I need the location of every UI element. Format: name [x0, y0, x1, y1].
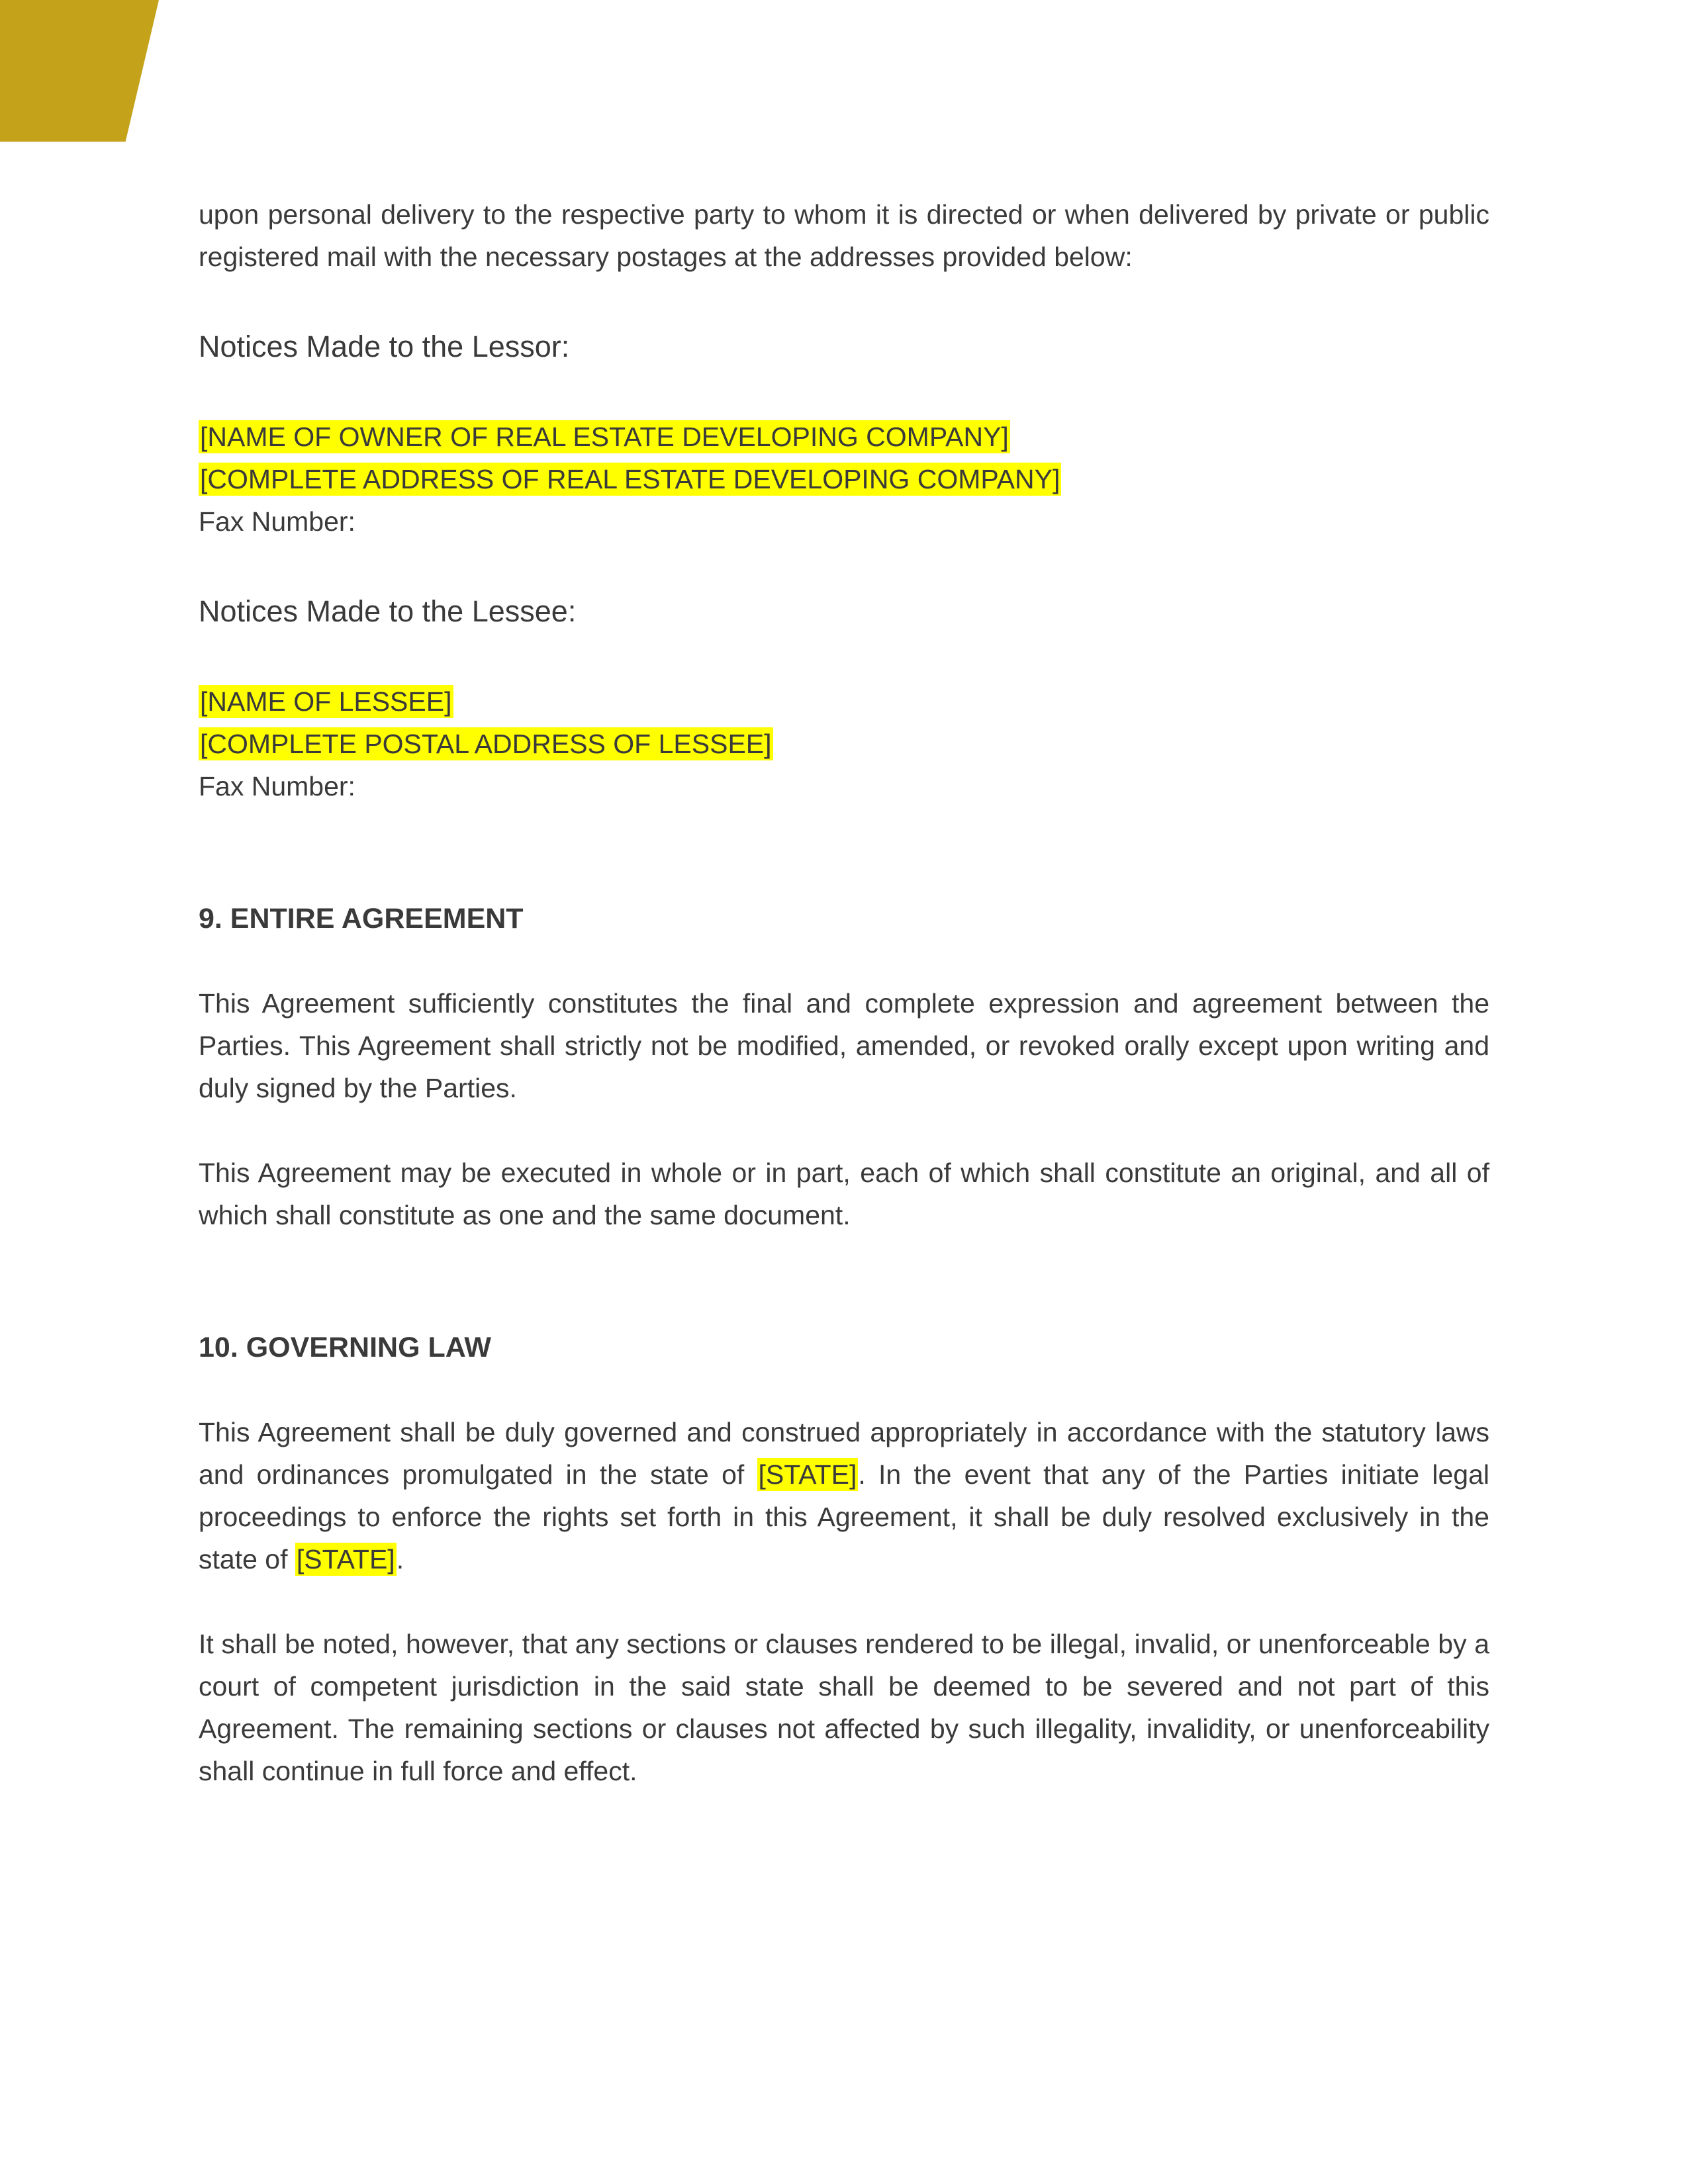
- intro-paragraph: upon personal delivery to the respective party to whom it is directed or when delivered by private or public registered mail with the necessary postages at the addresses provided below:: [199, 199, 1489, 272]
- section-9-paragraph-2: This Agreement may be executed in whole or in part, each of which shall constitute an original, and all of which shall constitute as one and the same document.: [199, 1158, 1489, 1230]
- section-10-text-part-3: .: [396, 1544, 404, 1574]
- lessee-notice-heading: Notices Made to the Lessee:: [199, 594, 577, 628]
- section-9-paragraph-1: This Agreement sufficiently constitutes the final and complete expression and agreement between the Parties. This Agreement shall strictly not be modified, amended, or revoked orally except upon writing and duly signed by the Parties.: [199, 988, 1489, 1103]
- section-9-title: 9. ENTIRE AGREEMENT: [199, 903, 524, 934]
- corner-decoration: [0, 0, 159, 142]
- lessor-notice-heading: Notices Made to the Lessor:: [199, 330, 570, 363]
- lessee-name-line: [199, 680, 1489, 723]
- section-10-paragraph-1: [199, 1411, 1489, 1580]
- lessor-address-line: [199, 458, 1489, 500]
- lessee-fax-label: Fax Number:: [199, 771, 355, 801]
- lessor-name-line: [199, 416, 1489, 458]
- lessor-name-placeholder: [NAME OF OWNER OF REAL ESTATE DEVELOPING COMPANY]: [200, 422, 1009, 452]
- lessor-fax-label: Fax Number:: [199, 506, 355, 537]
- lessee-name-placeholder: [NAME OF LESSEE]: [200, 686, 452, 717]
- document-page: [199, 193, 1489, 1792]
- section-10-paragraph-2: It shall be noted, however, that any sections or clauses rendered to be illegal, invalid, or unenforceable by a court of competent jurisdiction in the said state shall be deemed to be severed and not part of this Agreement. The remaining sections or clauses not affected by such illegality, invalidity, or unenforceability shall continue in full force and effect.: [199, 1629, 1489, 1786]
- section-10-title: 10. GOVERNING LAW: [199, 1332, 492, 1363]
- lessee-address-line: [199, 723, 1489, 765]
- section-10-text-part-2: . In the event that any of the Parties initiate legal proceedings to enforce the rights set forth in this Agreement, it shall be duly resolved exclusively in the state of: [199, 1459, 1489, 1574]
- lessor-address-placeholder: [COMPLETE ADDRESS OF REAL ESTATE DEVELOPING COMPANY]: [200, 464, 1060, 494]
- section-10-text-part-1: This Agreement shall be duly governed and construed appropriately in accordance with the statutory laws and ordinances promulgated in the state of: [199, 1417, 1489, 1490]
- state-placeholder-2: [STATE]: [296, 1544, 395, 1574]
- state-placeholder-1: [STATE]: [758, 1459, 857, 1490]
- lessee-address-placeholder: [COMPLETE POSTAL ADDRESS OF LESSEE]: [200, 729, 772, 759]
